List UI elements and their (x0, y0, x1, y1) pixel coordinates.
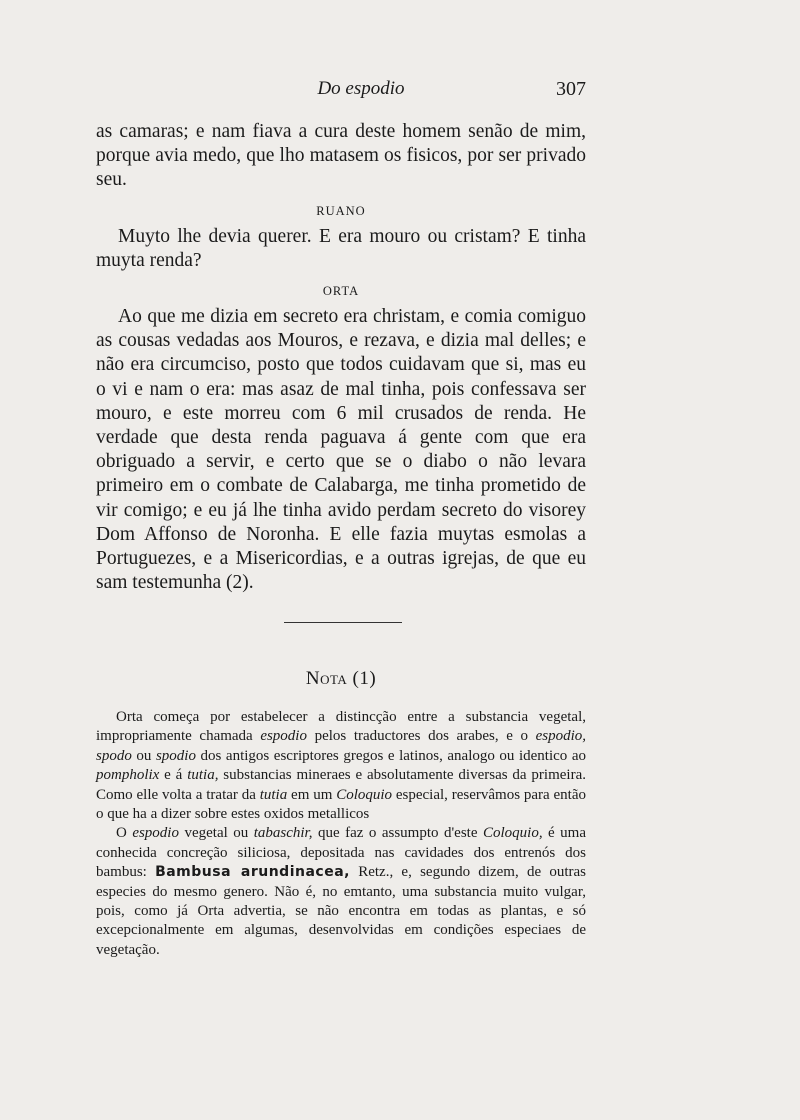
note-text: que faz o assumpto d'este (312, 825, 483, 842)
note-text: Orta começa por estabelecer a distincção entre a substancia vegetal, impropriamente chamada (96, 709, 586, 745)
paragraph-continuation: as camaras; e nam fiava a cura deste homem senão de mim, porque avia medo, que lho matasem os fisicos, por ser privado seu. (96, 121, 586, 191)
note-italic: Coloquio, (482, 825, 543, 842)
note-text: Retz., e, segundo dizem, de outras especies do mesmo genero. Não é, no emtanto, uma substancia muito vulgar, pois, como já Orta advertia, se não encontra em todas as plantas, e só excepcionalmente em algumas, desenvolvidas em condições especiaes de vegetação. (96, 864, 586, 958)
note-text: O (116, 825, 133, 842)
note-text: em um (287, 786, 337, 803)
page-number: 307 (556, 78, 586, 100)
note-heading-label: Nota (305, 668, 348, 689)
note-text: substancias mineraes e absolutamente diversas da primeira. Como elle volta a tratar da (96, 767, 586, 803)
note-text: ou (131, 747, 156, 764)
note-italic: tutia (259, 786, 288, 803)
speaker-ruano: RUANO (316, 203, 366, 218)
paragraph-orta: Ao que me dizia em secreto era christam, e comia comiguo as cousas vedadas aos Mouros, e rezava, e dizia mal delles; e não era circumciso, posto que todos cuidavam que si, mas eu o vi e nam o era: mas asaz de mal tinha, pois confessava ser mouro, e este morreu com 6 mil crusados de renda. He verdade que desta renda paguava á gente com que era obriguado a servir, e certo que se o diabo o não levara primeiro em o combate de Calabarga, me tinha prometido de vir comigo; e eu já lhe tinha avido perdam secreto do visorey Dom Affonso de Noronha. E elle fazia muytas esmolas a Portuguezes, e a Misericordias, e a outras igrejas, de que eu sam testemunha (2). (96, 306, 586, 594)
note-italic: Coloquio (336, 786, 393, 803)
paragraph-ruano: Muyto lhe devia querer. E era mouro ou cristam? E tinha muyta renda? (96, 225, 586, 271)
note-text: e á (159, 767, 188, 784)
running-title: Do espodio (317, 78, 405, 99)
notes-block (96, 708, 586, 960)
note-text: pelos traductores dos arabes, e o (306, 728, 536, 745)
note-text: é uma conhecida concreção siliciosa, depositada nas cavidades dos entrenós dos bambus: (96, 825, 587, 881)
note-italic: tabaschir, (253, 825, 313, 842)
note-italic: tutia, (187, 767, 219, 784)
section-divider (284, 622, 402, 623)
note-text: especial, reservâmos para então o que ha a dizer sobre estes oxidos metallicos (96, 786, 586, 823)
note-paragraph-2 (96, 824, 586, 960)
note-heading (96, 668, 586, 690)
botanical-name: Bambusa arundinacea, (155, 864, 350, 881)
note-italic: pompholix (96, 767, 160, 784)
note-italic: espodio (260, 728, 307, 745)
note-text: dos antigos escriptores gregos e latinos, analogo ou identico ao (195, 747, 586, 764)
page-header (96, 76, 586, 106)
speaker-orta: ORTA (322, 284, 360, 299)
main-text (96, 120, 586, 595)
note-paragraph-1 (96, 708, 586, 824)
note-heading-number: (1) (352, 668, 377, 689)
note-italic: espodio (132, 825, 179, 842)
note-text: vegetal ou (178, 825, 254, 842)
note-italic: spodio (155, 747, 196, 764)
note-italic: espodio, spodo (96, 728, 586, 764)
